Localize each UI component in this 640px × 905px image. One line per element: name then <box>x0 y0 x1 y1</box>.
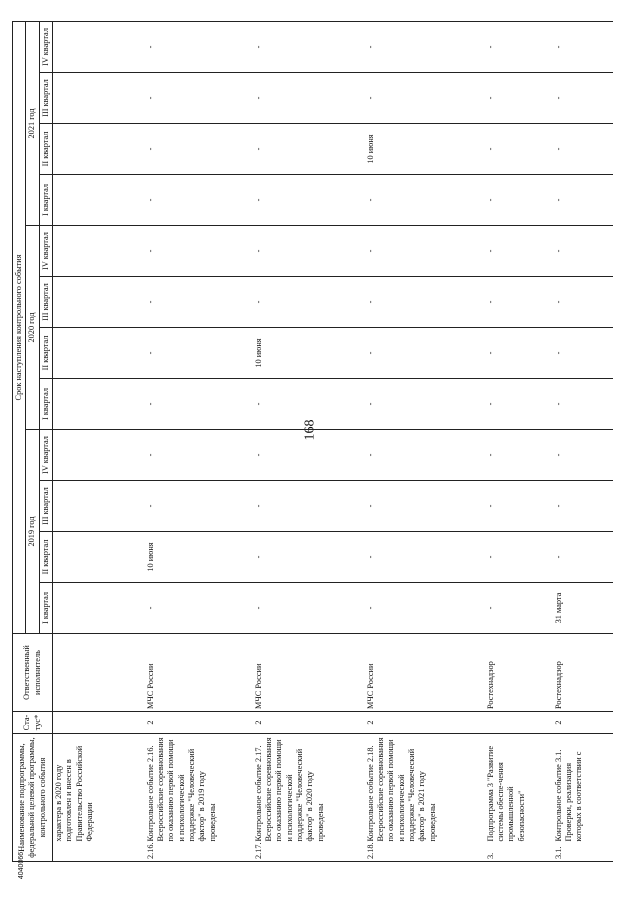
quarter-cell: - <box>485 532 553 583</box>
quarter-cell: - <box>485 583 553 634</box>
row-status: 2 <box>253 712 365 734</box>
quarter-cell: - <box>365 481 485 532</box>
quarter-cell: - <box>485 175 553 226</box>
quarter-cell: - <box>253 175 365 226</box>
quarter-cell: - <box>253 430 365 481</box>
header-quarter: IV квартал <box>39 430 52 481</box>
quarter-cell <box>53 583 145 634</box>
quarter-cell <box>53 328 145 379</box>
header-name: Наименование подпрограммы, федеральной целевой программы, контрольного события <box>13 734 53 862</box>
header-year-2019: 2019 год <box>26 430 39 634</box>
quarter-cell: - <box>553 73 613 124</box>
quarter-cell: - <box>485 379 553 430</box>
row-status: 2 <box>553 712 613 734</box>
row-name: Контрольное событие 2.17. Всероссийские соревнования по оказанию первой помощи и психологической поддержке "Человеческий фактор" в 2020 году проведены <box>253 734 365 844</box>
header-quarter: I квартал <box>39 583 52 634</box>
quarter-cell: - <box>553 328 613 379</box>
quarter-cell: - <box>365 21 485 72</box>
header-quarter: III квартал <box>39 73 52 124</box>
quarter-cell: - <box>553 532 613 583</box>
row-code: 3. <box>485 844 553 862</box>
row-executor: Ростехнадзор <box>485 634 553 712</box>
quarter-cell: - <box>253 277 365 328</box>
quarter-cell: - <box>365 379 485 430</box>
row-status <box>53 712 145 734</box>
header-quarter: II квартал <box>39 532 52 583</box>
header-year-2020: 2020 год <box>26 226 39 430</box>
quarter-cell: - <box>145 73 253 124</box>
quarter-cell: - <box>553 21 613 72</box>
row-name: Контрольное событие 2.16. Всероссийские соревнования по оказанию первой помощи и психологической поддержке "Человеческий фактор" в 2019 году проведены <box>145 734 253 844</box>
quarter-cell: - <box>485 277 553 328</box>
row-status <box>485 712 553 734</box>
row-name: Подпрограмма 3 "Развитие системы обеспе-чения промышленной безопасности" <box>485 734 553 844</box>
quarter-cell: - <box>365 277 485 328</box>
quarter-cell: - <box>145 328 253 379</box>
header-quarter: III квартал <box>39 481 52 532</box>
quarter-cell: - <box>365 430 485 481</box>
quarter-cell: 10 июня <box>145 532 253 583</box>
row-code: 2.18. <box>365 844 485 862</box>
quarter-cell <box>53 430 145 481</box>
quarter-cell: - <box>485 328 553 379</box>
quarter-cell: - <box>145 379 253 430</box>
quarter-cell: - <box>485 21 553 72</box>
table-row <box>253 21 365 861</box>
quarter-cell <box>53 277 145 328</box>
quarter-cell: - <box>553 430 613 481</box>
quarter-cell: - <box>553 277 613 328</box>
header-quarter: IV квартал <box>39 226 52 277</box>
page-number: 168 <box>302 419 318 441</box>
table-row <box>365 21 485 861</box>
row-status: 2 <box>145 712 253 734</box>
row-executor: МЧС России <box>145 634 253 712</box>
quarter-cell: - <box>145 583 253 634</box>
quarter-cell: - <box>485 73 553 124</box>
table-row <box>485 21 553 861</box>
quarter-cell <box>53 175 145 226</box>
row-executor <box>53 634 145 712</box>
quarter-cell: - <box>253 124 365 175</box>
row-status: 2 <box>365 712 485 734</box>
document-id: 4040066 <box>18 851 26 880</box>
quarter-cell <box>53 226 145 277</box>
quarter-cell <box>53 379 145 430</box>
quarter-cell: - <box>365 328 485 379</box>
quarter-cell: - <box>145 226 253 277</box>
control-events-table <box>12 21 613 862</box>
quarter-cell: - <box>485 124 553 175</box>
quarter-cell: - <box>253 583 365 634</box>
quarter-cell: - <box>145 175 253 226</box>
row-executor: Ростехнадзор <box>553 634 613 712</box>
quarter-cell: - <box>145 430 253 481</box>
header-quarter: III квартал <box>39 277 52 328</box>
table-row <box>553 21 613 861</box>
header-quarter: IV квартал <box>39 21 52 72</box>
row-name: Контрольное событие 2.18. Всероссийские соревнования по оказанию первой помощи и психологической поддержке "Человеческий фактор" в 2021 году проведены <box>365 734 485 844</box>
row-code: 2.17. <box>253 844 365 862</box>
quarter-cell: - <box>365 226 485 277</box>
table-body <box>53 21 613 861</box>
quarter-cell: - <box>553 175 613 226</box>
quarter-cell: - <box>145 124 253 175</box>
quarter-cell: 10 июня <box>365 124 485 175</box>
row-name: Контрольное событие 3.1. Проверки, реализация которых в соответствии с <box>553 734 613 844</box>
quarter-cell <box>53 124 145 175</box>
quarter-cell: - <box>553 481 613 532</box>
row-code <box>53 844 145 862</box>
quarter-cell: - <box>485 481 553 532</box>
header-year-2021: 2021 год <box>26 21 39 225</box>
quarter-cell: - <box>553 379 613 430</box>
row-code: 3.1. <box>553 844 613 862</box>
row-executor: МЧС России <box>253 634 365 712</box>
quarter-cell: - <box>365 175 485 226</box>
quarter-cell: - <box>485 226 553 277</box>
quarter-cell: - <box>365 532 485 583</box>
quarter-cell <box>53 481 145 532</box>
rotated-table-wrapper <box>12 12 612 862</box>
quarter-cell: - <box>365 583 485 634</box>
quarter-cell: - <box>145 277 253 328</box>
quarter-cell: - <box>253 226 365 277</box>
table-row <box>145 21 253 861</box>
quarter-cell: - <box>253 481 365 532</box>
quarter-cell: - <box>553 226 613 277</box>
quarter-cell: - <box>145 21 253 72</box>
quarter-cell: - <box>365 73 485 124</box>
header-quarter: II квартал <box>39 328 52 379</box>
row-executor: МЧС России <box>365 634 485 712</box>
quarter-cell: - <box>145 481 253 532</box>
quarter-cell: - <box>253 379 365 430</box>
table-row <box>53 21 145 861</box>
quarter-cell: 10 июня <box>253 328 365 379</box>
quarter-cell <box>53 73 145 124</box>
header-executor: Ответственный исполнитель <box>13 634 53 712</box>
quarter-cell: - <box>253 73 365 124</box>
quarter-cell: 31 марта <box>553 583 613 634</box>
header-quarter: II квартал <box>39 124 52 175</box>
quarter-cell: - <box>253 21 365 72</box>
quarter-cell <box>53 21 145 72</box>
header-quarter: I квартал <box>39 379 52 430</box>
header-term: Срок наступления контрольного события <box>13 21 26 633</box>
header-quarter: I квартал <box>39 175 52 226</box>
quarter-cell <box>53 532 145 583</box>
quarter-cell: - <box>553 124 613 175</box>
header-status: Ста-тус* <box>13 712 53 734</box>
row-code: 2.16. <box>145 844 253 862</box>
quarter-cell: - <box>485 430 553 481</box>
row-name: характера в 2020 году подготовлен и внесен в Правительство Российской Федерации <box>53 734 145 844</box>
quarter-cell: - <box>253 532 365 583</box>
